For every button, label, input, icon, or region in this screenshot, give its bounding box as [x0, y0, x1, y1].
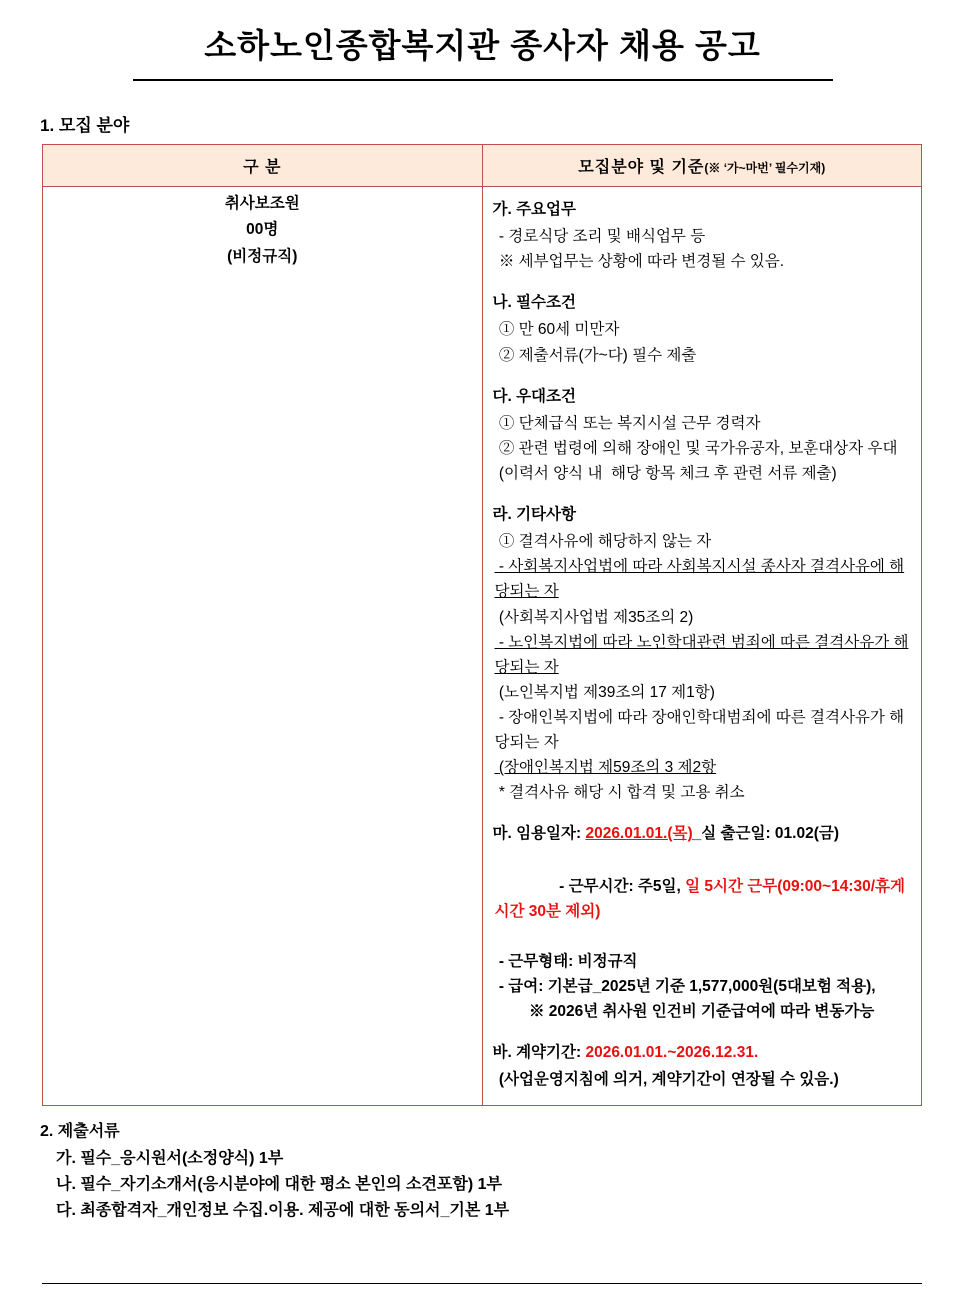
- block-requirements-title: 나. 필수조건: [492, 294, 576, 312]
- block-appointment-employment-type: - 근무형태: 비정규직: [494, 952, 638, 970]
- block-appointment-salary-note: ※ 2026년 취사원 인건비 기준급여에 따라 변동가능: [494, 1003, 875, 1021]
- block-other-matters-line-5: (노인복지법 제39조의 17 제1항): [494, 683, 715, 701]
- block-main-duties-title: 가. 주요업무: [492, 201, 576, 218]
- title-container: [133, 20, 833, 81]
- block-other-matters-line-8: * 결격사유 해당 시 합격 및 고용 취소: [494, 784, 745, 802]
- section-2-heading: 2. 제출서류: [40, 1122, 120, 1140]
- section-2: [40, 1118, 965, 1220]
- page-title: 소하노인종합복지관 종사자 채용 공고: [204, 27, 761, 64]
- block-requirements: [493, 290, 914, 367]
- table-header-criteria: [482, 145, 922, 187]
- block-other-matters-line-3: (사회복지사업법 제35조의 2): [494, 608, 694, 626]
- block-other-matters-line-7: (장애인복지법 제59조의 3 제2항: [494, 759, 717, 777]
- table-header-row: [43, 145, 922, 187]
- block-preferences-line-1: ① 단체급식 또는 복지시설 근무 경력자: [494, 414, 761, 432]
- block-contract-period: [493, 1040, 914, 1092]
- position-details-cell: [482, 187, 922, 1106]
- block-contract-period-dates: 2026.01.01.~2026.12.31.: [585, 1044, 759, 1062]
- block-appointment-date: 2026.01.01.(목): [585, 825, 693, 843]
- position-label-cell: [43, 187, 483, 1106]
- table-header-criteria-main: 모집분야 및 기준: [578, 159, 705, 176]
- block-appointment: [493, 821, 914, 1024]
- block-other-matters-line-2: - 사회복지사업법에 따라 사회복지시설 종사자 결격사유에 해당되는 자: [494, 558, 905, 601]
- section-1-heading: 1. 모집 분야: [40, 116, 130, 135]
- section-2-item-3: 다. 최종합격자_개인정보 수집.이용. 제공에 대한 동의서_기본 1부: [56, 1201, 510, 1219]
- block-main-duties-line-2: ※ 세부업무는 상황에 따라 변경될 수 있음.: [494, 253, 785, 271]
- block-appointment-worktime: [493, 849, 914, 949]
- block-main-duties-line-1: - 경로식당 조리 및 배식업무 등: [494, 228, 706, 246]
- table-header-division: 구 분: [43, 145, 483, 187]
- block-appointment-worktime-plain: - 근무시간: 주5일,: [554, 877, 686, 895]
- table-row: [43, 187, 922, 1106]
- block-contract-period-note: (사업운영지침에 의거, 계약기간이 연장될 수 있음.): [494, 1071, 839, 1089]
- table-header-criteria-note: (※ ‘가~마번’ 필수기재): [704, 161, 826, 175]
- block-appointment-title-suffix: _실 출근일: 01.02(금): [692, 825, 840, 843]
- block-other-matters-line-6: - 장애인복지법에 따라 장애인학대범죄에 따른 결격사유가 해당되는 자: [494, 708, 905, 752]
- position-name: 취사보조원: [224, 195, 300, 212]
- block-preferences-line-3: (이력서 양식 내 해당 항목 체크 후 관련 서류 제출): [494, 464, 837, 482]
- block-appointment-salary: - 급여: 기본급_2025년 기준 1,577,000원(5대보험 적용),: [494, 978, 876, 996]
- block-contract-period-title: [493, 1040, 914, 1065]
- block-preferences-title: 다. 우대조건: [492, 387, 576, 405]
- block-other-matters-title: 라. 기타사항: [492, 506, 576, 524]
- section-2-item-1: 가. 필수_응시원서(소정양식) 1부: [56, 1149, 284, 1167]
- block-preferences: [493, 384, 914, 486]
- block-other-matters: [493, 502, 914, 805]
- block-appointment-title-prefix: 마. 임용일자:: [492, 825, 586, 843]
- block-preferences-line-2: ② 관련 법령에 의해 장애인 및 국가유공자, 보훈대상자 우대: [494, 439, 898, 457]
- bottom-divider: [42, 1283, 922, 1284]
- block-other-matters-line-4: - 노인복지법에 따라 노인학대관련 범죄에 따른 결격사유가 해당되는 자: [494, 633, 909, 676]
- block-contract-period-prefix: 바. 계약기간:: [492, 1044, 586, 1062]
- block-main-duties: [493, 197, 914, 274]
- section-2-item-2: 나. 필수_자기소개서(응시분야에 대한 평소 본인의 소견포함) 1부: [56, 1175, 502, 1193]
- block-requirements-line-2: ② 제출서류(가~다) 필수 제출: [494, 346, 697, 364]
- position-count: 00명: [246, 221, 279, 239]
- block-appointment-worktime-red: 일 5시간 근무(09:00~14:30/휴게시간 30분 제외): [494, 877, 905, 920]
- position-type: (비정규직): [227, 247, 298, 265]
- block-requirements-line-1: ① 만 60세 미만자: [494, 321, 620, 339]
- block-other-matters-line-1: ① 결격사유에 해당하지 않는 자: [494, 533, 712, 551]
- recruitment-table: [42, 144, 922, 1106]
- block-appointment-title: [493, 821, 914, 846]
